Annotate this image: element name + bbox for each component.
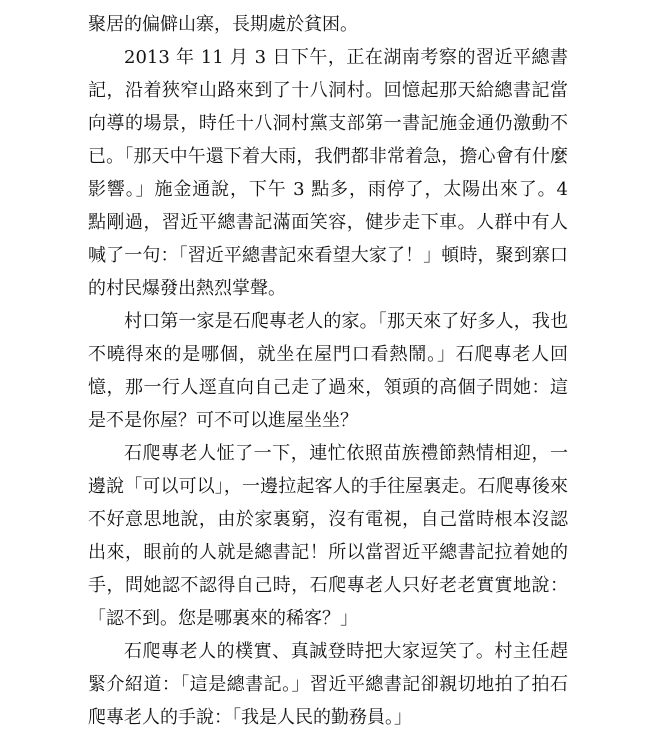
document-page <box>88 8 568 734</box>
paragraph-3: 石爬專老人怔了一下，連忙依照苗族禮節熱情相迎，一邊說「可以可以」，一邊拉起客人的手往屋裏走。石爬專後來不好意思地說，由於家裏窮，沒有電視，自己當時根本沒認出來，眼前的人就是總書記！所以當習近平總書記拉着她的手，問她認不認得自己時，石爬專老人只好老老實實地說：「認不到。您是哪裏來的稀客？」 <box>88 443 568 629</box>
paragraph-0: 聚居的偏僻山寨，長期處於貧困。 <box>88 14 358 35</box>
paragraph-2: 村口第一家是石爬專老人的家。「那天來了好多人，我也不曉得來的是哪個，就坐在屋門口看熱鬧。」石爬專老人回憶，那一行人逕直向自己走了過來，領頭的高個子問她：這是不是你屋？可不可以進屋坐坐？ <box>88 311 568 431</box>
paragraph-1: 2013 年 11 月 3 日下午，正在湖南考察的習近平總書記，沿着狹窄山路來到了十八洞村。回憶起那天給總書記當向導的場景，時任十八洞村黨支部第一書記施金通仍激動不已。「那天中午還下着大雨，我們都非常着急，擔心會有什麼影響。」施金通說，下午 3 點多，雨停了，太陽出來了。4 點剛過，習近平總書記滿面笑容，健步走下車。人群中有人喊了一句：「習近平總書記來看望大家了！」頓時，聚到寨口的村民爆發出熱烈掌聲。 <box>88 47 568 299</box>
paragraph-4: 石爬專老人的樸實、真誠登時把大家逗笑了。村主任趕緊介紹道：「這是總書記。」習近平總書記卻親切地拍了拍石爬專老人的手說：「我是人民的勤務員。」 <box>88 641 568 728</box>
